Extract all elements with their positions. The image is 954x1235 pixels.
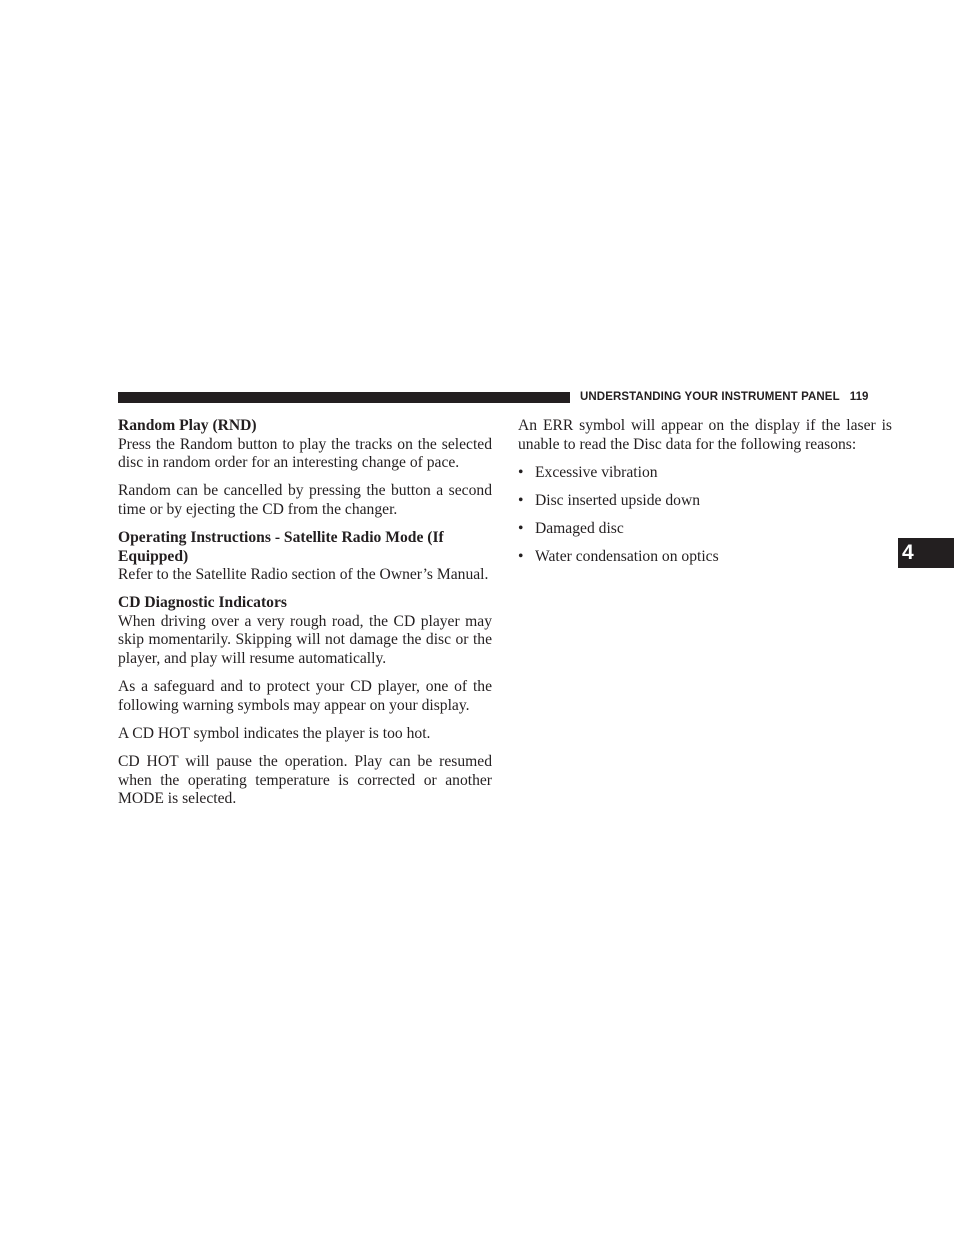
bullet-glyph: • — [518, 547, 524, 565]
diagnostic-paragraph-1: When driving over a very rough road, the CD player may skip momentarily. Skipping will not damage the disc or the player, and play will resume automatically. — [118, 612, 492, 668]
bullet-glyph: • — [518, 519, 524, 537]
chapter-tab: 4 — [898, 538, 954, 568]
diagnostic-paragraph-2: As a safeguard and to protect your CD player, one of the following warning symbols may appear on your display. — [118, 678, 492, 714]
diagnostic-paragraph-3: A CD HOT symbol indicates the player is too hot. — [118, 724, 431, 742]
page-number: 119 — [849, 391, 869, 403]
satellite-heading: Operating Instructions - Satellite Radio Mode (If Equipped) — [118, 528, 444, 565]
list-item — [518, 492, 892, 511]
random-play-paragraph-2: Random can be cancelled by pressing the button a second time or by ejecting the CD from the changer. — [118, 482, 492, 518]
bullet-glyph: • — [518, 463, 524, 481]
random-play-heading: Random Play (RND) — [118, 417, 257, 434]
section-title: UNDERSTANDING YOUR INSTRUMENT PANEL — [580, 391, 840, 403]
header-rule — [118, 392, 570, 403]
random-play-paragraph-1: Press the Random button to play the tracks on the selected disc in random order for an interesting change of pace. — [118, 435, 492, 472]
bullet-glyph: • — [518, 491, 524, 509]
right-column — [518, 417, 892, 576]
random-play-section — [118, 417, 492, 519]
list-item — [518, 548, 892, 567]
satellite-section — [118, 529, 492, 585]
list-item-text: Excessive vibration — [535, 463, 658, 481]
list-item-text: Water condensation on optics — [535, 547, 719, 565]
running-header — [580, 390, 869, 404]
list-item — [518, 520, 892, 539]
err-reasons-list — [518, 464, 892, 567]
diagnostic-section — [118, 594, 492, 808]
diagnostic-heading: CD Diagnostic Indicators — [118, 594, 287, 612]
list-item-text: Damaged disc — [535, 519, 624, 537]
satellite-paragraph-1: Refer to the Satellite Radio section of the Owner’s Manual. — [118, 566, 489, 584]
err-intro-paragraph: An ERR symbol will appear on the display if the laser is unable to read the Disc data for the following reasons: — [518, 417, 892, 453]
list-item-text: Disc inserted upside down — [535, 491, 701, 509]
list-item — [518, 464, 892, 483]
diagnostic-paragraph-4: CD HOT will pause the operation. Play can be resumed when the operating temperature is corrected or another MODE is selected. — [118, 752, 492, 808]
left-column — [118, 417, 492, 818]
